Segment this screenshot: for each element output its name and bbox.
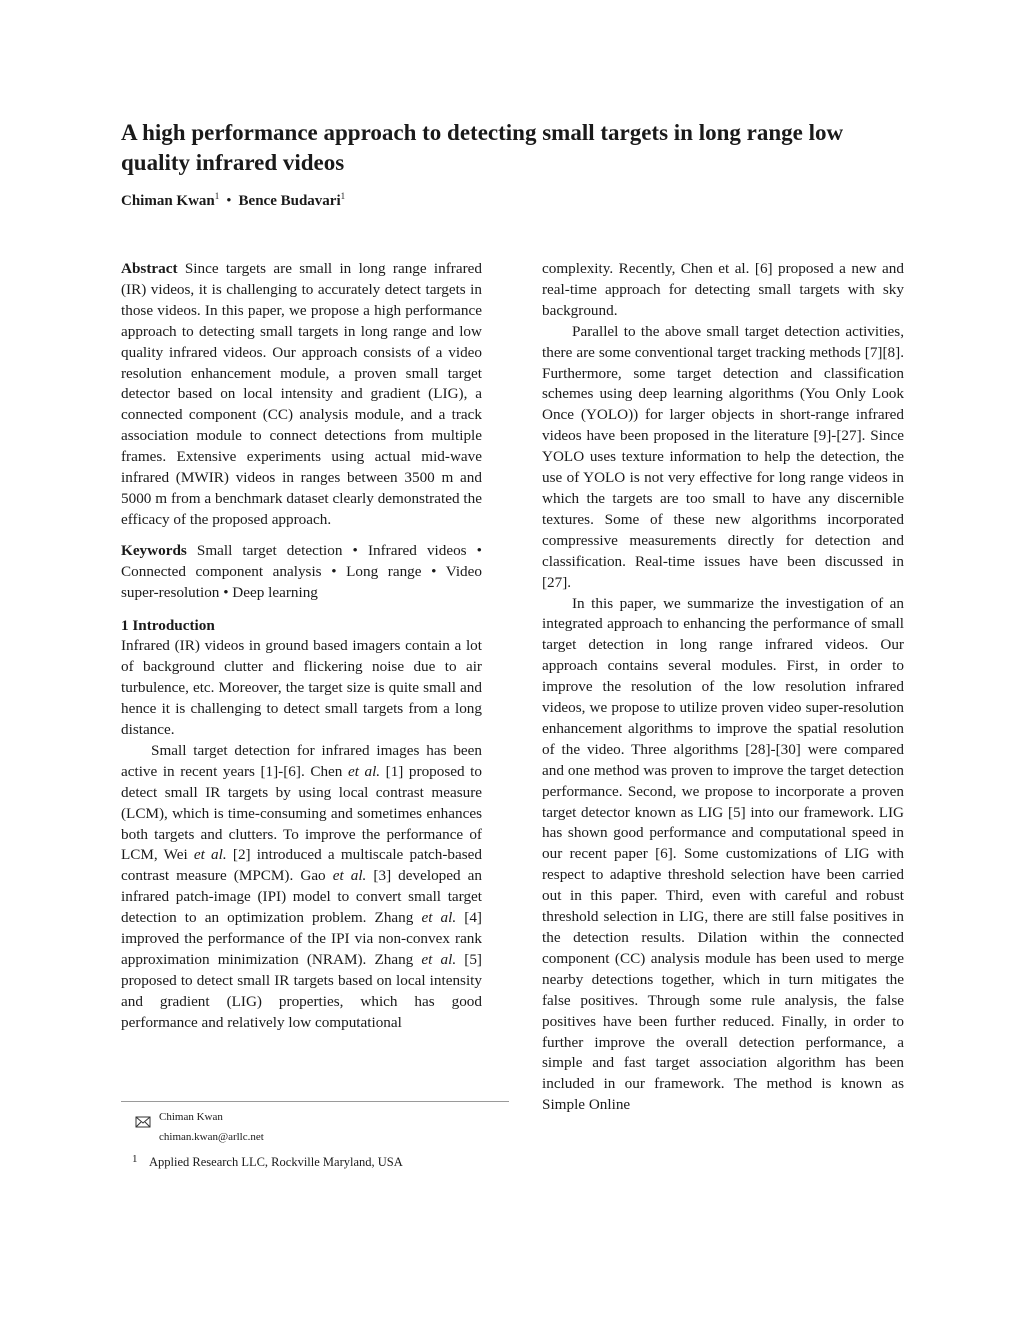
footnote-divider [121, 1101, 509, 1102]
affiliation-number: 1 [132, 1153, 138, 1165]
paper-title: A high performance approach to detecting small targets in long range low quality infrared videos [121, 120, 844, 175]
affiliation: Applied Research LLC, Rockville Maryland, USA [149, 1155, 403, 1169]
body-paragraph: Parallel to the above small target detection activities, there are some conventional target tracking methods [7][8]. Furthermore, some target detection and classification schemes using deep learning algorithms (You Only Look Once (YOLO)) for larger objects in short-range infrared videos have been proposed in the literature [9]-[27]. Since YOLO uses texture information to help the detection, the use of YOLO is not very effective for long range videos in which the targets are too small to have any discernible textures. Some of these new algorithms incorporated compressive measurements directly for detection and classification. Real-time issues have been discussed in [27]. [542, 322, 904, 591]
contact-email[interactable]: chiman.kwan@arllc.net [159, 1131, 264, 1143]
author-list [121, 191, 345, 210]
author-affiliation-mark: 1 [340, 191, 346, 201]
contact-name: Chiman Kwan [159, 1111, 223, 1123]
body-paragraph: In this paper, we summarize the investigation of an integrated approach to enhancing the performance of small target detection in long range infrared videos. Our approach contains several modules. First, in order to improve the resolution of the low resolution infrared videos, we propose to utilize proven video super-resolution enhancement algorithms to improve the spatial resolution of the video. Three algorithms [28]-[30] were compared and one method was proven to improve the target detection performance. Second, we propose to incorporate a proven target detector known as LIG [5] into our framework. LIG has shown good performance and computational speed in our recent paper [6]. Some customizations of LIG with respect to adaptive threshold selection have been carried out in this paper. Third, even with careful and robust threshold selection in LIG, there are still false positives in the detection results. Dilation within the connected component (CC) analysis module has been used to merge nearby detections together, which in turn mitigates the false positives. Through some rule analysis, the false positives have been further reduced. Finally, in order to further improve the overall detection performance, a simple and fast target association algorithm has been included in our framework. The method is known as Simple Online [542, 594, 904, 1114]
right-column [542, 259, 904, 1116]
body-paragraph: complexity. Recently, Chen et al. [6] proposed a new and real-time approach for detecting small targets with sky background. [542, 260, 904, 319]
left-column [121, 259, 482, 1034]
section-heading: 1 Introduction [121, 616, 215, 634]
intro-paragraph: Infrared (IR) videos in ground based imagers contain a lot of background clutter and flickering noise due to air turbulence, etc. Moreover, the target size is quite small and hence it is challenging to detect small targets from a long distance. [121, 637, 482, 739]
author-affiliation-mark: 1 [214, 191, 220, 201]
keywords [121, 541, 482, 604]
abstract-label: Abstract [121, 260, 178, 277]
author-name: Bence Budavari [238, 193, 341, 209]
keywords-label: Keywords [121, 541, 187, 559]
intro-paragraph: Small target detection for infrared images has been active in recent years [1]-[6]. Chen et al. [1] proposed to detect small IR targets by using local contrast measure (LCM), which is time-consuming and sometimes enhances both targets and clutters. To improve the performance of LCM, Wei et al. [2] introduced a multiscale patch-based contrast measure (MPCM). Gao et al. [3] developed an infrared patch-image (IPI) model to convert small target detection to an optimization problem. Zhang et al. [4] improved the performance of the IPI via non-convex rank approximation minimization (NRAM). Zhang et al. [5] proposed to detect small IR targets based on local intensity and gradient (LIG) properties, which has good performance and relatively low computational [121, 741, 483, 1031]
envelope-icon [135, 1114, 151, 1130]
abstract-text: Since targets are small in long range infrared (IR) videos, it is challenging to accurately detect targets in those videos. In this paper, we propose a high performance approach to detecting small targets in long range and low quality infrared videos. Our approach consists of a video resolution enhancement module, a proven small target detector based on local intensity and gradient (LIG), a connected component (CC) analysis module, and a track association module to connect detections from multiple frames. Extensive experiments using actual mid-wave infrared (MWIR) videos in ranges between 3500 m and 5000 m from a benchmark dataset clearly demonstrated the efficacy of the proposed approach. [121, 260, 482, 528]
author-name: Chiman Kwan [121, 193, 215, 209]
author-separator: • [226, 193, 232, 209]
keywords-text: Small target detection • Infrared videos • Connected component analysis • Long range • Video super-resolution • Deep learning [121, 541, 482, 601]
abstract [121, 259, 482, 531]
